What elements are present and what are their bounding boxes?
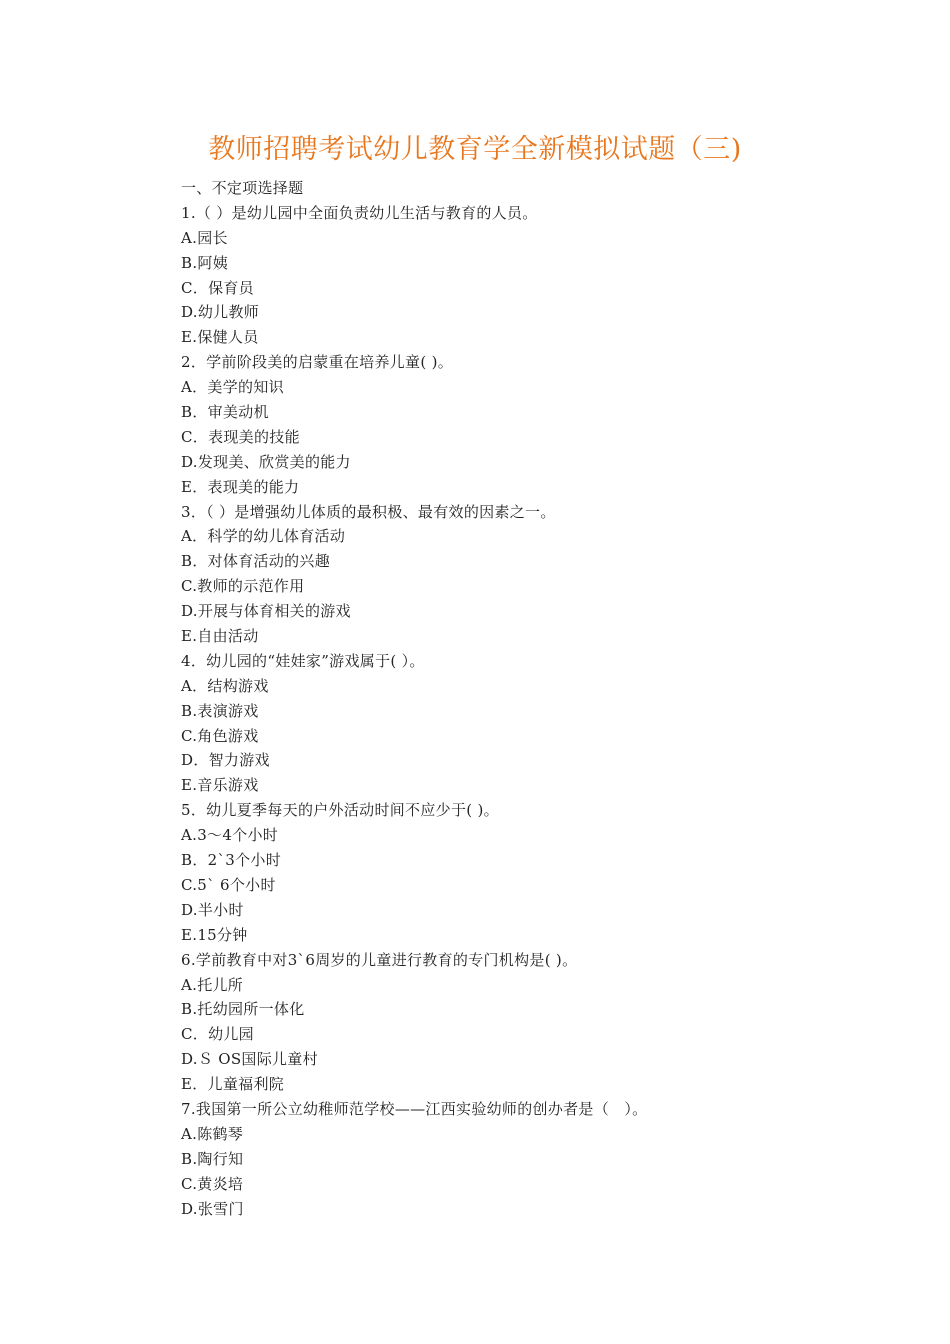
text-line: B．审美动机 <box>181 403 269 422</box>
text-line: A.园长 <box>181 228 228 247</box>
text-line: E.15分钟 <box>181 925 248 944</box>
text-line: B.表演游戏 <box>181 701 259 720</box>
text-line: E．表现美的能力 <box>181 477 300 496</box>
text-line: 7.我国第一所公立幼稚师范学校——江西实验幼师的创办者是（ ）。 <box>181 1099 648 1118</box>
text-line: 2．学前阶段美的启蒙重在培养儿童( )。 <box>181 353 454 372</box>
text-line: D.幼儿教师 <box>181 303 260 322</box>
document-title: 教师招聘考试幼儿教育学全新模拟试题（三) <box>208 134 742 165</box>
text-line: D.开展与体育相关的游戏 <box>181 602 351 621</box>
text-line: 一、不定项选择题 <box>181 179 304 197</box>
text-line: E.自由活动 <box>181 627 259 646</box>
text-line: C.教师的示范作用 <box>181 577 305 596</box>
text-line: C.黄炎培 <box>181 1174 244 1193</box>
text-line: D．智力游戏 <box>181 751 270 770</box>
text-line: D.Ｓ OS国际儿童村 <box>181 1050 318 1069</box>
text-line: B.托幼园所一体化 <box>181 1000 305 1019</box>
text-line: C.5` 6个小时 <box>181 875 276 894</box>
text-line: A.陈鹤琴 <box>181 1124 244 1143</box>
text-line: A．美学的知识 <box>181 378 284 397</box>
text-line: B.陶行知 <box>181 1149 244 1168</box>
text-line: 5．幼儿夏季每天的户外活动时间不应少于( )。 <box>181 801 499 820</box>
text-line: C．幼儿园 <box>181 1025 254 1044</box>
text-line: E.保健人员 <box>181 328 259 347</box>
text-line: C．保育员 <box>181 278 254 297</box>
text-line: E．儿童福利院 <box>181 1075 285 1094</box>
text-line: B．2`3个小时 <box>181 851 282 870</box>
text-line: A.3～4个小时 <box>181 826 279 845</box>
text-line: B.阿姨 <box>181 253 228 272</box>
text-line: D.发现美、欣赏美的能力 <box>181 452 351 471</box>
text-line: C．表现美的技能 <box>181 427 300 446</box>
text-line: 1.（ ）是幼儿园中全面负责幼儿生活与教育的人员。 <box>181 203 538 222</box>
text-line: A．科学的幼儿体育活动 <box>181 527 346 546</box>
text-line: D.张雪门 <box>181 1199 244 1218</box>
text-line: B．对体育活动的兴趣 <box>181 552 331 571</box>
text-line: D.半小时 <box>181 900 244 919</box>
text-line: 6.学前教育中对3`6周岁的儿童进行教育的专门机构是( )。 <box>181 950 578 969</box>
text-line: E.音乐游戏 <box>181 776 259 795</box>
text-line: A．结构游戏 <box>181 676 269 695</box>
text-line: 4．幼儿园的“娃娃家”游戏属于( ）。 <box>181 651 425 670</box>
document-body <box>181 176 881 1221</box>
text-line: C.角色游戏 <box>181 726 259 745</box>
text-line: 3．（ ）是增强幼儿体质的最积极、最有效的因素之一。 <box>181 502 556 521</box>
text-line: A.托儿所 <box>181 975 244 994</box>
